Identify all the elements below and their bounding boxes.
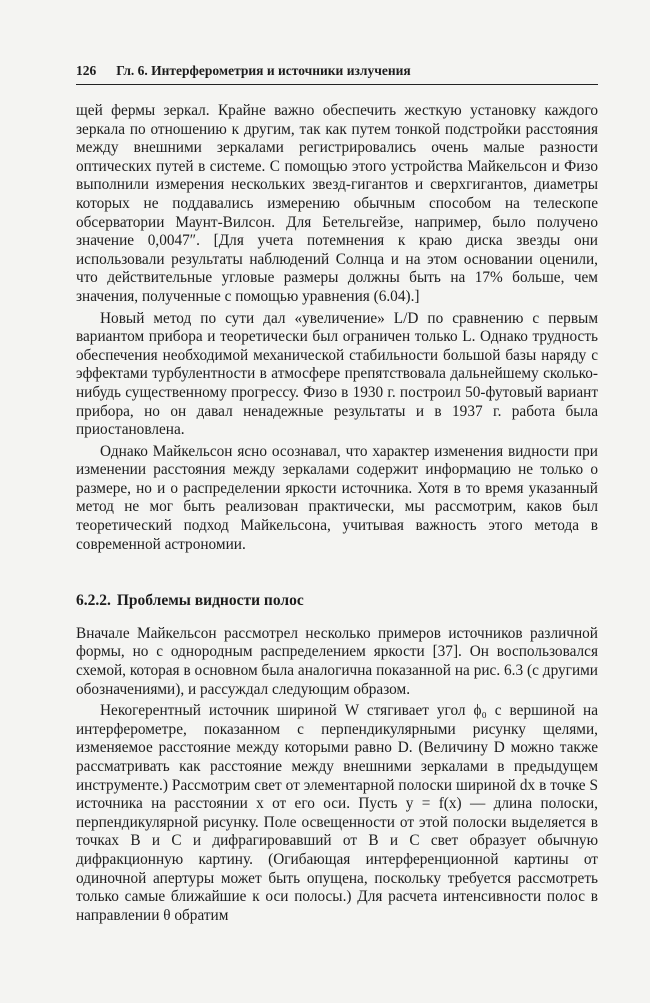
paragraph-continued: щей фермы зеркал. Крайне важно обеспечить жесткую установку каждого зеркала по отношению к другим, так как путем тонкой подстройки расстояния между внешними зеркалами регистрировались очень малые разности оптических путей в системе. С помощью этого устройства Майкельсон и Физо выполнили измерения нескольких звезд-гигантов и сверхгигантов, диаметры которых не поддавались измерению обычным способом на телескопе обсерватории Маунт-Вилсон. Для Бетельгейзе, например, было получено значение 0,0047″. [Для учета потемнения к краю диска звезды они использовали результаты наблюдений Солнца и на этом основании оценили, что действительные угловые размеры должны быть на 17% больше, чем значения, полученные с помощью уравнения (6.04).] xyxy=(76,102,598,305)
section-heading xyxy=(76,592,598,611)
paragraph: Вначале Майкельсон рассмотрел несколько примеров источников различной формы, но с однородным распределением яркости [37]. Он воспользовался схемой, которая в основном была аналогична показанной на рис. 6.3 (с другими обозначениями), и рассуждал следующим образом. xyxy=(76,624,598,698)
running-title: Гл. 6. Интерферометрия и источники излучения xyxy=(116,63,411,78)
section-title: Проблемы видности полос xyxy=(116,592,304,610)
paragraph: Однако Майкельсон ясно осознавал, что характер изменения видности при изменении расстояния между зеркалами содержит информацию не только о размере, но и о распределении яркости источника. Хотя в то время указанный метод не мог быть реализован практически, мы рассмотрим, каков был теоретический подход Майкельсона, учитывая важность этого метода в современной астрономии. xyxy=(76,442,598,553)
page-number: 126 xyxy=(76,63,97,78)
running-head xyxy=(76,63,598,79)
body-text xyxy=(76,102,598,925)
paragraph: Новый метод по сути дал «увеличение» L/D по сравнению с первым вариантом прибора и теоретически был ограничен только L. Однако трудность обеспечения необходимой механической стабильности большой базы наряду с эффектами турбулентности в атмосфере препятствовала дальнейшему сколько-нибудь существенному прогрессу. Физо в 1930 г. построил 50-футовый вариант прибора, но он давал ненадежные результаты и в 1937 г. работа была приостановлена. xyxy=(76,309,598,439)
section-number: 6.2.2. xyxy=(76,592,111,610)
header-rule xyxy=(76,84,598,85)
paragraph: Некогерентный источник шириной W стягивает угол ϕ₀ с вершиной на интерферометре, показанном с перпендикулярными рисунку щелями, изменяемое расстояние между которыми равно D. (Величину D можно также рассматривать как расстояние между внешними зеркалами в предыдущем инструменте.) Рассмотрим свет от элементарной полоски шириной dx в точке S источника на расстоянии x от его оси. Пусть y = f(x) — длина полоски, перпендикулярной рисунку. Поле освещенности от этой полоски выделяется в точках B и C и дифрагировавший от B и C свет образует обычную дифракционную картину. (Огибающая интерференционной картины от одиночной апертуры может быть опущена, поскольку требуется рассмотреть только самые ближайшие к оси полосы.) Для расчета интенсивности полос в направлении θ обратим xyxy=(76,702,598,924)
